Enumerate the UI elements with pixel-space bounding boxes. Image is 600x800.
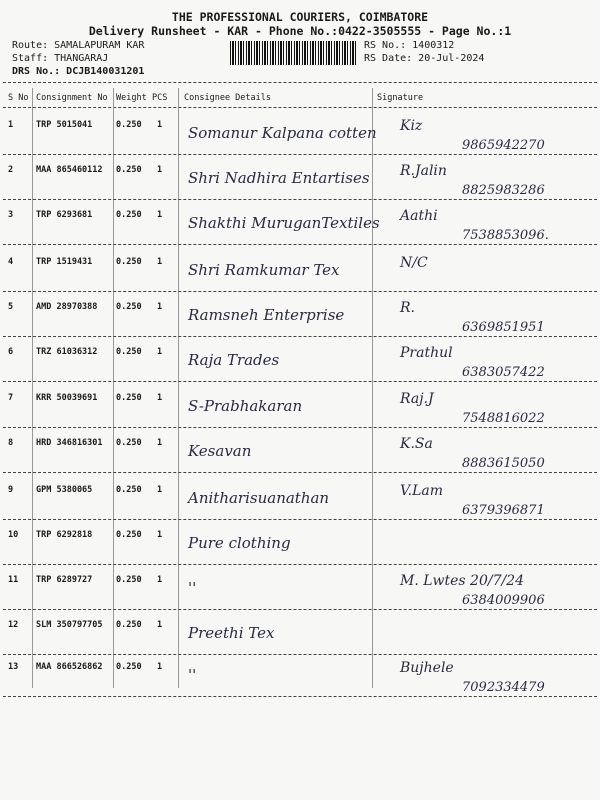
route-label: Route: SAMALAPURAM KAR	[12, 40, 145, 51]
row-sno: 9	[8, 485, 14, 495]
row-divider	[3, 291, 597, 292]
row-consignee-name: Somanur Kalpana cotten	[188, 124, 377, 142]
row-weight: 0.250	[116, 347, 142, 357]
row-weight: 0.250	[116, 120, 142, 130]
row-weight: 0.250	[116, 438, 142, 448]
row-sno: 10	[8, 530, 19, 540]
row-divider	[3, 336, 597, 337]
company-title: THE PROFESSIONAL COURIERS, COIMBATORE	[171, 10, 429, 24]
row-pcs: 1	[157, 662, 163, 672]
row-phone: 9865942270	[462, 138, 545, 153]
row-weight: 0.250	[116, 575, 142, 585]
row-sno: 8	[8, 438, 14, 448]
row-signature: K.Sa	[400, 436, 433, 452]
row-phone: 8825983286	[462, 183, 545, 198]
row-sno: 3	[8, 210, 14, 220]
row-divider	[3, 696, 597, 697]
row-signature: R.Jalin	[400, 163, 447, 179]
row-divider	[3, 244, 597, 245]
row-pcs: 1	[157, 302, 163, 312]
row-weight: 0.250	[116, 165, 142, 175]
row-weight: 0.250	[116, 210, 142, 220]
row-pcs: 1	[157, 438, 163, 448]
row-divider	[3, 199, 597, 200]
row-phone: 7538853096.	[462, 228, 549, 243]
row-consignment-no: TRZ 61036312	[36, 347, 98, 357]
row-consignee-name: Preethi Tex	[188, 624, 275, 642]
row-sno: 4	[8, 257, 14, 267]
row-signature: Bujhele	[400, 660, 454, 676]
row-consignee-name: Kesavan	[188, 442, 252, 460]
row-pcs: 1	[157, 347, 163, 357]
row-divider	[3, 472, 597, 473]
row-weight: 0.250	[116, 530, 142, 540]
row-divider	[3, 609, 597, 610]
row-consignment-no: TRP 6293681	[36, 210, 93, 220]
row-signature: Raj.J	[400, 391, 434, 407]
row-sno: 11	[8, 575, 19, 585]
col-header-consignee: Consignee Details	[184, 93, 271, 103]
runsheet-title: Delivery Runsheet - KAR - Phone No.:0422-3505555 - Page No.:1	[88, 24, 512, 38]
row-pcs: 1	[157, 120, 163, 130]
col-header-signature: Signature	[377, 93, 424, 103]
row-sno: 13	[8, 662, 19, 672]
rs-no-label: RS No.: 1400312	[364, 40, 455, 51]
row-phone: 6383057422	[462, 365, 545, 380]
header-divider	[3, 82, 597, 83]
row-consignment-no: TRP 1519431	[36, 257, 93, 267]
row-consignee-name: Raja Trades	[188, 351, 280, 369]
row-consignee-name: ''	[188, 579, 197, 597]
row-divider	[3, 154, 597, 155]
row-phone: 7548816022	[462, 411, 545, 426]
row-phone: 6384009906	[462, 593, 545, 608]
column-divider	[113, 88, 114, 688]
col-header-consignment: Consignment No	[36, 93, 108, 103]
column-divider	[178, 88, 179, 688]
col-header-sno: S No	[8, 93, 29, 103]
row-consignee-name: Ramsneh Enterprise	[188, 306, 345, 324]
rs-date-label: RS Date: 20-Jul-2024	[364, 53, 485, 64]
row-consignment-no: TRP 6289727	[36, 575, 93, 585]
row-consignment-no: MAA 866526862	[36, 662, 103, 672]
row-consignee-name: Anitharisuanathan	[188, 489, 330, 507]
row-consignment-no: SLM 350797705	[36, 620, 103, 630]
row-consignment-no: KRR 50039691	[36, 393, 98, 403]
row-pcs: 1	[157, 530, 163, 540]
row-weight: 0.250	[116, 662, 142, 672]
staff-label: Staff: THANGARAJ	[12, 53, 109, 64]
row-sno: 6	[8, 347, 14, 357]
row-phone: 6369851951	[462, 320, 545, 335]
column-divider	[32, 88, 33, 688]
row-pcs: 1	[157, 257, 163, 267]
col-header-pcs: PCS	[152, 93, 168, 103]
row-consignee-name: Shakthi MuruganTextiles	[188, 214, 380, 232]
row-sno: 2	[8, 165, 14, 175]
row-weight: 0.250	[116, 257, 142, 267]
column-divider	[372, 88, 373, 688]
row-signature: Kiz	[400, 118, 423, 134]
row-weight: 0.250	[116, 485, 142, 495]
row-consignment-no: HRD 346816301	[36, 438, 103, 448]
row-pcs: 1	[157, 165, 163, 175]
row-divider	[3, 564, 597, 565]
row-consignment-no: GPM 5380065	[36, 485, 93, 495]
row-consignment-no: TRP 6292818	[36, 530, 93, 540]
row-divider	[3, 427, 597, 428]
row-sno: 5	[8, 302, 14, 312]
row-sno: 7	[8, 393, 14, 403]
col-header-weight: Weight	[116, 93, 147, 103]
row-consignment-no: MAA 865460112	[36, 165, 103, 175]
row-weight: 0.250	[116, 393, 142, 403]
drs-label: DRS No.: DCJB140031201	[12, 66, 145, 77]
row-pcs: 1	[157, 575, 163, 585]
row-signature: Aathi	[400, 208, 438, 224]
row-sno: 1	[8, 120, 14, 130]
row-weight: 0.250	[116, 620, 142, 630]
row-divider	[3, 519, 597, 520]
row-divider	[3, 654, 597, 655]
row-phone: 6379396871	[462, 503, 545, 518]
row-weight: 0.250	[116, 302, 142, 312]
row-consignment-no: AMD 28970388	[36, 302, 98, 312]
row-signature: R.	[400, 300, 415, 316]
row-pcs: 1	[157, 210, 163, 220]
row-phone: 7092334479	[462, 680, 545, 695]
row-signature: Prathul	[400, 345, 453, 361]
row-pcs: 1	[157, 485, 163, 495]
row-pcs: 1	[157, 620, 163, 630]
row-signature: M. Lwtes 20/7/24	[400, 573, 525, 589]
row-consignee-name: Shri Ramkumar Tex	[188, 261, 340, 279]
barcode	[230, 41, 358, 65]
header-divider-bottom	[3, 107, 597, 108]
row-consignment-no: TRP 5015041	[36, 120, 93, 130]
row-signature: V.Lam	[400, 483, 444, 499]
row-consignee-name: Pure clothing	[188, 534, 291, 552]
row-consignee-name: ''	[188, 666, 197, 684]
row-phone: 8883615050	[462, 456, 545, 471]
row-sno: 12	[8, 620, 19, 630]
row-pcs: 1	[157, 393, 163, 403]
row-consignee-name: S-Prabhakaran	[188, 397, 303, 415]
row-divider	[3, 381, 597, 382]
row-consignee-name: Shri Nadhira Entartises	[188, 169, 370, 187]
row-signature: N/C	[400, 255, 428, 271]
